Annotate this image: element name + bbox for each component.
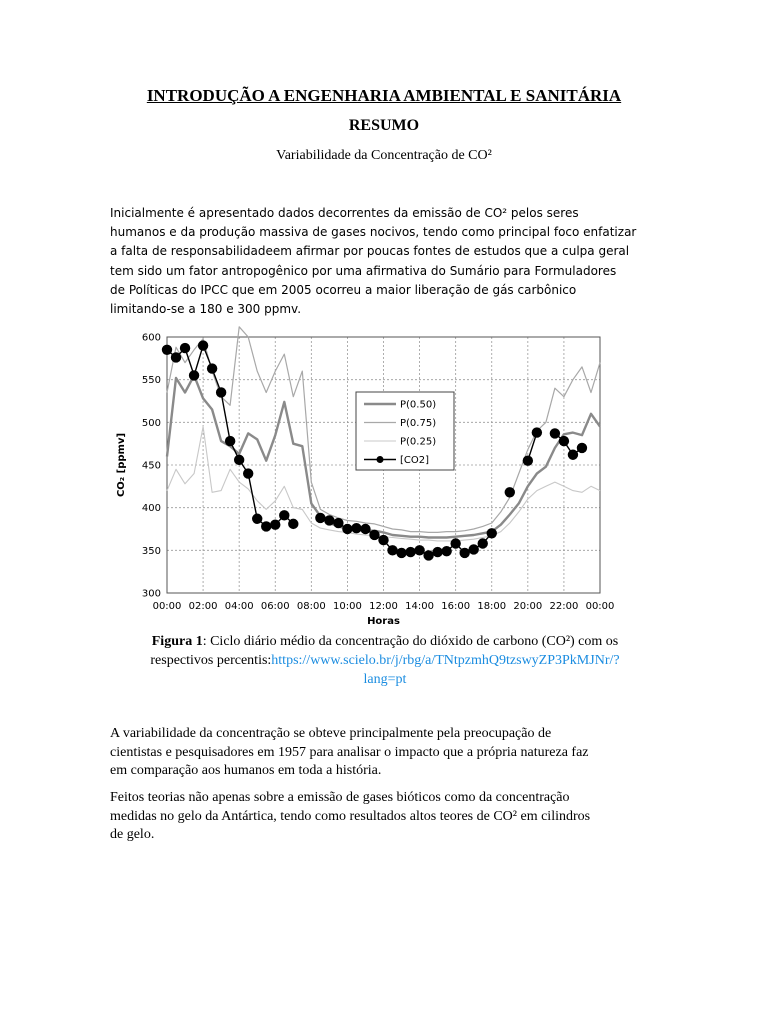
paragraph-line: cientistas e pesquisadores em 1957 para analisar o impacto que a própria natureza faz <box>110 744 589 760</box>
co2-data-point <box>243 468 253 478</box>
legend-marker <box>377 456 384 463</box>
intro-line: humanos e da produção massiva de gases nocivos, tendo como principal foco enfatizar <box>110 225 637 240</box>
x-tick-label: 02:00 <box>188 601 218 612</box>
section-heading: RESUMO <box>348 117 420 134</box>
legend-label: [CO2] <box>400 455 430 466</box>
co2-data-point <box>387 545 397 555</box>
co2-data-point <box>360 524 370 534</box>
co2-data-point <box>207 363 217 373</box>
x-tick-label: 12:00 <box>369 601 398 612</box>
source-link-end[interactable]: lang=pt <box>363 672 407 687</box>
source-link[interactable]: https://www.scielo.br/j/rbg/a/TNtpzmhQ9tzswyZP3PkMJNr/? <box>271 653 620 668</box>
co2-data-point <box>423 550 433 560</box>
body-paragraph-2 <box>110 789 670 845</box>
co2-data-point <box>459 548 469 558</box>
x-tick-label: 00:00 <box>585 601 615 612</box>
co2-data-point <box>469 544 479 554</box>
paragraph-line: Feitos teorias não apenas sobre a emissão de gases bióticos como da concentração <box>110 790 570 805</box>
co2-data-point <box>225 436 235 446</box>
x-tick-label: 20:00 <box>513 601 543 612</box>
intro-line: tem sido um fator antropogênico por uma afirmativa do Sumário para Formuladores <box>110 263 617 278</box>
co2-data-point <box>568 450 578 460</box>
paragraph-line: medidas no gelo da Antártica, tendo como resultados altos teores de CO² em cilindros <box>110 808 591 824</box>
co2-data-point <box>288 519 298 529</box>
co2-data-point <box>577 443 587 453</box>
x-axis-label: Horas <box>367 616 400 627</box>
co2-data-point <box>252 514 262 524</box>
x-tick-label: 00:00 <box>152 601 182 612</box>
co2-data-point <box>378 535 388 545</box>
legend-label: P(0.50) <box>400 399 437 411</box>
co2-data-point <box>523 456 533 466</box>
caption-text: : Ciclo diário médio da concentração do dióxido de carbono (CO²) com os <box>202 634 619 649</box>
body-paragraph-1 <box>110 725 670 781</box>
y-tick-label: 600 <box>141 332 161 344</box>
co2-data-point <box>405 547 415 557</box>
co2-data-point <box>171 352 181 362</box>
y-tick-label: 500 <box>141 417 161 429</box>
y-tick-label: 550 <box>141 375 161 387</box>
co2-data-point <box>261 521 271 531</box>
co2-data-point <box>351 523 361 533</box>
figure-caption <box>105 632 665 689</box>
x-tick-label: 08:00 <box>296 601 326 612</box>
legend-label: P(0.25) <box>400 436 437 448</box>
co2-data-point <box>216 387 226 397</box>
document-subtitle: Variabilidade da Concentração de CO² <box>276 148 492 163</box>
co2-data-point <box>414 545 424 555</box>
legend-label: P(0.75) <box>400 418 437 429</box>
co2-data-point <box>478 538 488 548</box>
co2-data-point <box>234 455 244 465</box>
paragraph-line: de gelo. <box>110 827 155 842</box>
co2-data-point <box>487 528 497 538</box>
intro-line: Inicialmente é apresentado dados decorrentes da emissão de CO² pelos seres <box>110 206 579 220</box>
co2-data-point <box>315 513 325 523</box>
x-tick-label: 14:00 <box>405 601 434 612</box>
co2-data-point <box>369 530 379 540</box>
paragraph-line: A variabilidade da concentração se obteve principalmente pela preocupação de <box>110 726 552 741</box>
document-title: INTRODUÇÃO A ENGENHARIA AMBIENTAL E SANITÁRIA <box>146 86 622 105</box>
co2-data-point <box>532 427 542 437</box>
co2-data-point <box>432 547 442 557</box>
co2-data-point <box>198 340 208 350</box>
x-tick-label: 04:00 <box>224 601 254 612</box>
co2-data-point <box>505 487 515 497</box>
y-tick-label: 300 <box>141 588 161 600</box>
co2-data-point <box>441 546 451 556</box>
x-tick-label: 10:00 <box>333 601 362 612</box>
co2-daily-cycle-chart <box>110 326 630 630</box>
intro-line: de Políticas do IPCC que em 2005 ocorreu a maior liberação de gás carbônico <box>110 282 577 297</box>
co2-data-point <box>396 548 406 558</box>
y-tick-label: 450 <box>141 460 161 472</box>
intro-line: limitando-se a 180 e 300 ppmv. <box>110 302 302 317</box>
caption-line-2 <box>105 651 665 670</box>
y-tick-label: 350 <box>141 545 161 557</box>
x-tick-label: 18:00 <box>477 601 507 612</box>
caption-line-1 <box>105 632 665 651</box>
co2-data-point <box>559 436 569 446</box>
x-tick-label: 22:00 <box>549 601 579 612</box>
intro-paragraph <box>110 204 670 319</box>
x-tick-label: 06:00 <box>260 601 290 612</box>
caption-line-3 <box>105 670 665 689</box>
co2-data-point <box>450 538 460 548</box>
caption-text-2: respectivos percentis: <box>150 653 272 668</box>
co2-data-point <box>279 510 289 520</box>
caption-label: Figura 1 <box>151 634 203 649</box>
y-tick-label: 400 <box>141 503 161 515</box>
chart-legend <box>356 392 454 470</box>
co2-data-point <box>550 428 560 438</box>
co2-data-point <box>333 518 343 528</box>
x-tick-label: 16:00 <box>441 601 471 612</box>
paragraph-line: em comparação aos humanos em toda a história. <box>110 763 382 778</box>
co2-data-point <box>180 343 190 353</box>
co2-data-point <box>162 345 172 355</box>
co2-data-point <box>342 524 352 534</box>
co2-data-point <box>270 520 280 530</box>
y-axis-label: CO₂ [ppmv] <box>116 432 127 498</box>
co2-data-point <box>189 370 199 380</box>
intro-line: a falta de responsabilidadeem afirmar por poucas fontes de estudos que a culpa geral <box>110 244 630 259</box>
co2-data-point <box>324 515 334 525</box>
